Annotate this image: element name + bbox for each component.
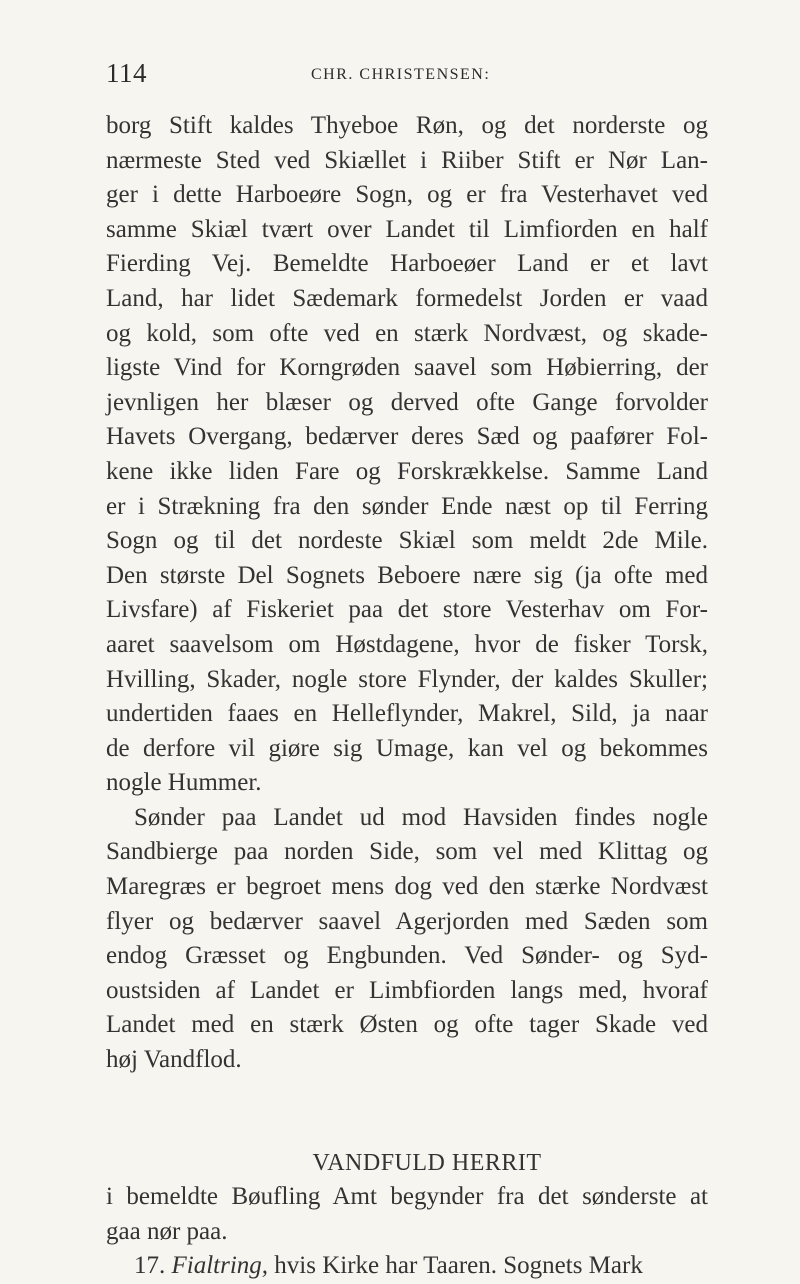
text-line: Livsfare) af Fiskeriet paa det store Vesterhav om For- bbox=[106, 596, 708, 624]
section-heading: VANDFULD HERRIT bbox=[312, 1149, 542, 1176]
entry-text: hvis Kirke har Taaren. Sognets Mark bbox=[274, 1252, 643, 1280]
text-line: jevnligen her blæser og derved ofte Gange forvolder bbox=[106, 388, 708, 416]
entry-line bbox=[106, 1249, 708, 1284]
text-line: ger i dette Harboeøre Sogn, og er fra Vesterhavet ved bbox=[106, 181, 708, 209]
text-line: Sandbierge paa norden Side, som vel med Klittag og bbox=[106, 838, 708, 866]
page-number: 114 bbox=[106, 58, 147, 88]
running-head: CHR. CHRISTENSEN: bbox=[311, 66, 491, 83]
text-line: de derfore vil giøre sig Umage, kan vel og bekommes bbox=[106, 734, 708, 762]
text-line: undertiden faaes en Helleflynder, Makrel, Sild, ja naar bbox=[106, 700, 708, 728]
page-header bbox=[106, 58, 706, 92]
text-line: flyer og bedærver saavel Agerjorden med Sæden som bbox=[106, 907, 708, 935]
text-line: Land, har lidet Sædemark formedelst Jorden er vaad bbox=[106, 284, 708, 312]
text-line: Maregræs er begroet mens dog ved den stærke Nordvæst bbox=[106, 873, 708, 901]
text-line: og kold, som ofte ved en stærk Nordvæst, og skade- bbox=[106, 319, 708, 347]
text-line: høj Vandflod. bbox=[106, 1046, 242, 1074]
body-text bbox=[106, 109, 708, 1284]
text-line: oustsiden af Landet er Limbfiorden langs med, hvoraf bbox=[106, 976, 708, 1004]
entry-number: 17. bbox=[134, 1252, 166, 1280]
text-line: er i Strækning fra den sønder Ende næst op til Ferring bbox=[106, 492, 708, 520]
text-line: Den største Del Sognets Beboere nære sig (ja ofte med bbox=[106, 561, 708, 589]
text-line: Havets Overgang, bedærver deres Sæd og paafører Fol- bbox=[106, 423, 708, 451]
text-line: Landet med en stærk Østen og ofte tager Skade ved bbox=[106, 1011, 708, 1039]
text-line: Sønder paa Landet ud mod Havsiden findes nogle bbox=[134, 803, 708, 831]
text-line: borg Stift kaldes Thyeboe Røn, og det norderste og bbox=[106, 112, 708, 139]
text-line: Hvilling, Skader, nogle store Flynder, der kaldes Skuller; bbox=[106, 665, 708, 693]
text-line: samme Skiæl tvært over Landet til Limfiorden en half bbox=[106, 215, 708, 243]
text-line: gaa nør paa. bbox=[106, 1217, 228, 1245]
text-line: aaret saavelsom om Høstdagene, hvor de fisker Torsk, bbox=[106, 630, 708, 658]
text-line: kene ikke liden Fare og Forskrækkelse. Samme Land bbox=[106, 457, 708, 485]
text-line: i bemeldte Bøufling Amt begynder fra det sønderste at bbox=[106, 1183, 708, 1211]
text-line: nogle Hummer. bbox=[106, 769, 262, 797]
entry-name: Fialtring, bbox=[171, 1252, 269, 1280]
text-line: ligste Vind for Korngrøden saavel som Høbierring, der bbox=[106, 354, 708, 382]
text-line: endog Græsset og Engbunden. Ved Sønder- og Syd- bbox=[106, 942, 708, 970]
text-line: nærmeste Sted ved Skiællet i Riiber Stift er Nør Lan- bbox=[106, 146, 708, 174]
text-line: Sogn og til det nordeste Skiæl som meldt 2de Mile. bbox=[106, 527, 708, 555]
text-line: Fierding Vej. Bemeldte Harboeøer Land er et lavt bbox=[106, 250, 708, 278]
